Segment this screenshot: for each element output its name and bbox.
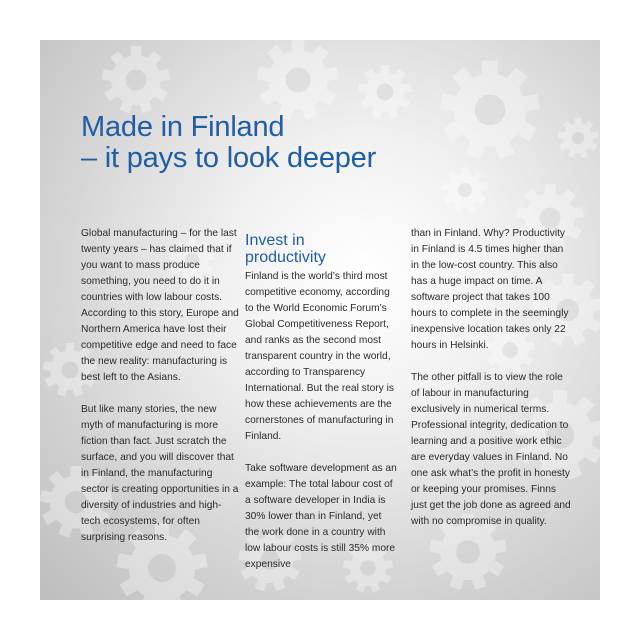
column-1-paragraph-1: Global manufacturing – for the last twenty years – has claimed that if you want to mass produce something, you need to do it in countries with low labour costs. According to this story, Europe and Northern America have lost their competitive edge and need to face the new reality: manufacturing is best left to the Asians. [81, 228, 239, 383]
page-title-line-2: – it pays to look deeper [81, 142, 377, 174]
gear-icon [442, 168, 488, 213]
column-2 [245, 232, 397, 573]
page-title [81, 112, 376, 174]
document-page [40, 40, 600, 600]
gear-icon [102, 46, 170, 113]
section-heading-line-2: productivity [245, 249, 326, 266]
column-3 [411, 226, 571, 530]
column-1 [81, 226, 239, 546]
section-heading-line-1: Invest in [245, 232, 305, 249]
column-1-paragraph-2: But like many stories, the new myth of manufacturing is more fiction than fact. Just scratch the surface, and you will discover that in Finland, the manufacturing sector is creating opportunities in a diversity of industries and high-tech ecosystems, for often surprising reasons. [81, 404, 239, 543]
section-heading [245, 232, 397, 266]
page-title-line-1: Made in Finland [81, 111, 285, 143]
column-3-paragraph-1: than in Finland. Why? Productivity in Finland is 4.5 times higher than in the low-cost country. This also has a huge impact on time. A software project that takes 100 hours to complete in the seemingly inexpensive location takes only 22 hours in Helsinki. [411, 228, 569, 351]
gear-icon [358, 65, 413, 119]
column-2-paragraph-1: Finland is the world’s third most competitive economy, according to the World Economic Forum’s Global Competitiveness Report, and ranks as the second most transparent country in the world, according to Transparency International. But the real story is how these achievements are the cornerstones of manufacturing in Finland. [245, 271, 394, 442]
gear-icon [257, 40, 339, 120]
gear-icon [440, 61, 540, 160]
gear-icon [558, 118, 599, 158]
column-2-paragraph-2: Take software development as an example: The total labour cost of a software developer in India is 30% lower than in Finland, yet the work done in a country with low labour costs is still 35% more expensive [245, 463, 397, 570]
column-3-paragraph-2: The other pitfall is to view the role of labour in manufacturing exclusively in numerical terms. Professional integrity, dedication to learning and a positive work ethic are everyday values in Finland. No one ask what’s the profit in honesty or keeping your promises. Finns just get the job done as agreed and with no compromise in quality. [411, 372, 571, 527]
